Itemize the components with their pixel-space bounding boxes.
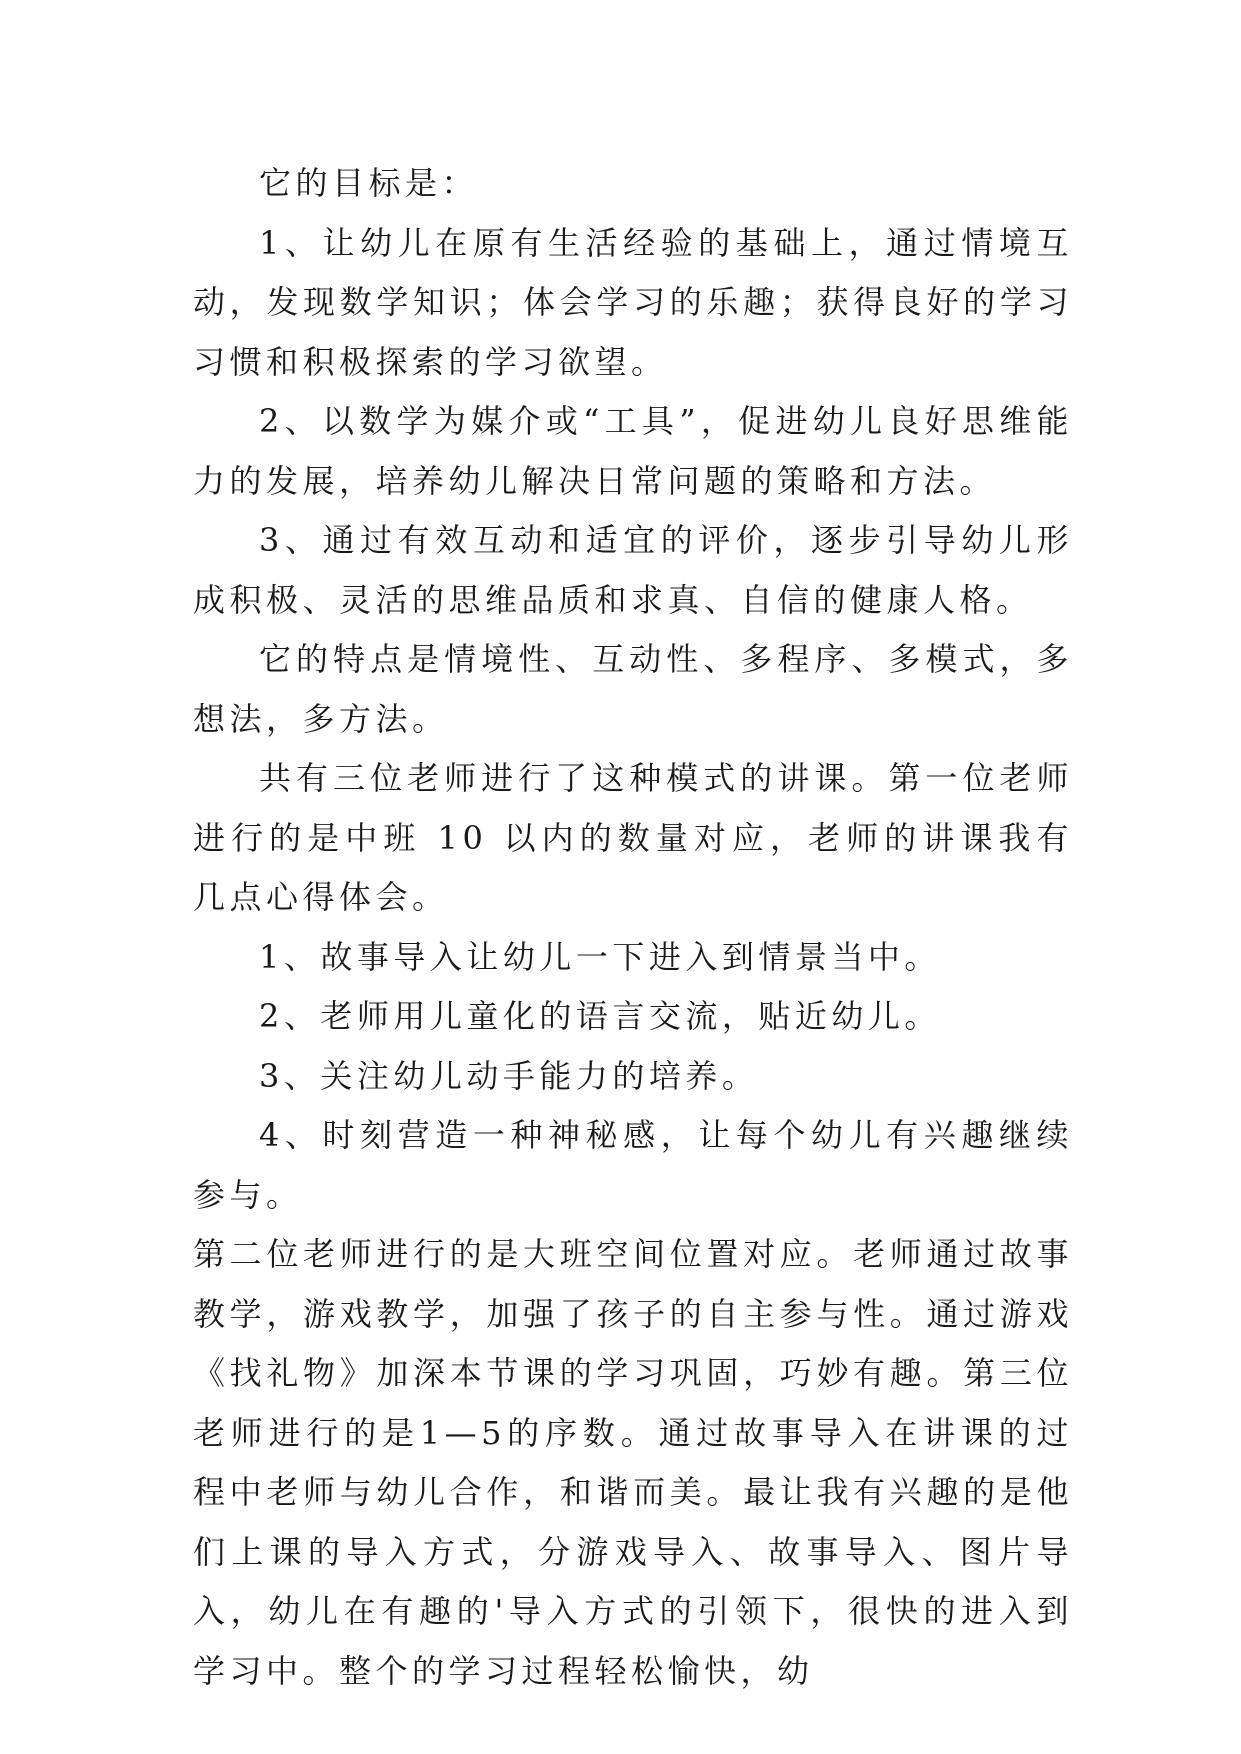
- paragraph-point-2: 2、老师用儿童化的语言交流，贴近幼儿。: [259, 997, 941, 1035]
- paragraph-second-third-teacher: 第二位老师进行的是大班空间位置对应。老师通过故事教学，游戏教学，加强了孩子的自主参与性。通过游戏《找礼物》加深本节课的学习巩固，巧妙有趣。第三位老师进行的是1—5的序数。通过故事导入在讲课的过程中老师与幼儿合作，和谐而美。最让我有兴趣的是他们上课的导入方式，分游戏导入、故事导入、图片导入，幼儿在有趣的'导入方式的引领下，很快的进入到学习中。整个的学习过程轻松愉快，幼: [193, 1235, 1073, 1690]
- paragraph-goals-heading: 它的目标是：: [259, 164, 479, 202]
- paragraph-point-1: 1、故事导入让幼儿一下进入到情景当中。: [259, 937, 941, 976]
- paragraph-point-3: 3、关注幼儿动手能力的培养。: [259, 1056, 759, 1095]
- paragraph-goal-1: 1、让幼儿在原有生活经验的基础上，通过情境互动，发现数学知识；体会学习的乐趣；获得良好的学习习惯和积极探索的学习欲望。: [193, 223, 1073, 381]
- paragraph-goal-3: 3、通过有效互动和适宜的评价，逐步引导幼儿形成积极、灵活的思维品质和求真、自信的健康人格。: [193, 521, 1073, 619]
- document-body: [193, 154, 1073, 1701]
- paragraph-goal-2: 2、以数学为媒介或“工具”，促进幼儿良好思维能力的发展，培养幼儿解决日常问题的策略和方法。: [193, 402, 1073, 500]
- paragraph-features: 它的特点是情境性、互动性、多程序、多模式，多想法，多方法。: [193, 640, 1073, 738]
- paragraph-point-4: 4、时刻营造一种神秘感，让每个幼儿有兴趣继续参与。: [193, 1116, 1073, 1214]
- paragraph-three-teachers: 共有三位老师进行了这种模式的讲课。第一位老师进行的是中班 10 以内的数量对应，老师的讲课我有几点心得体会。: [193, 759, 1073, 916]
